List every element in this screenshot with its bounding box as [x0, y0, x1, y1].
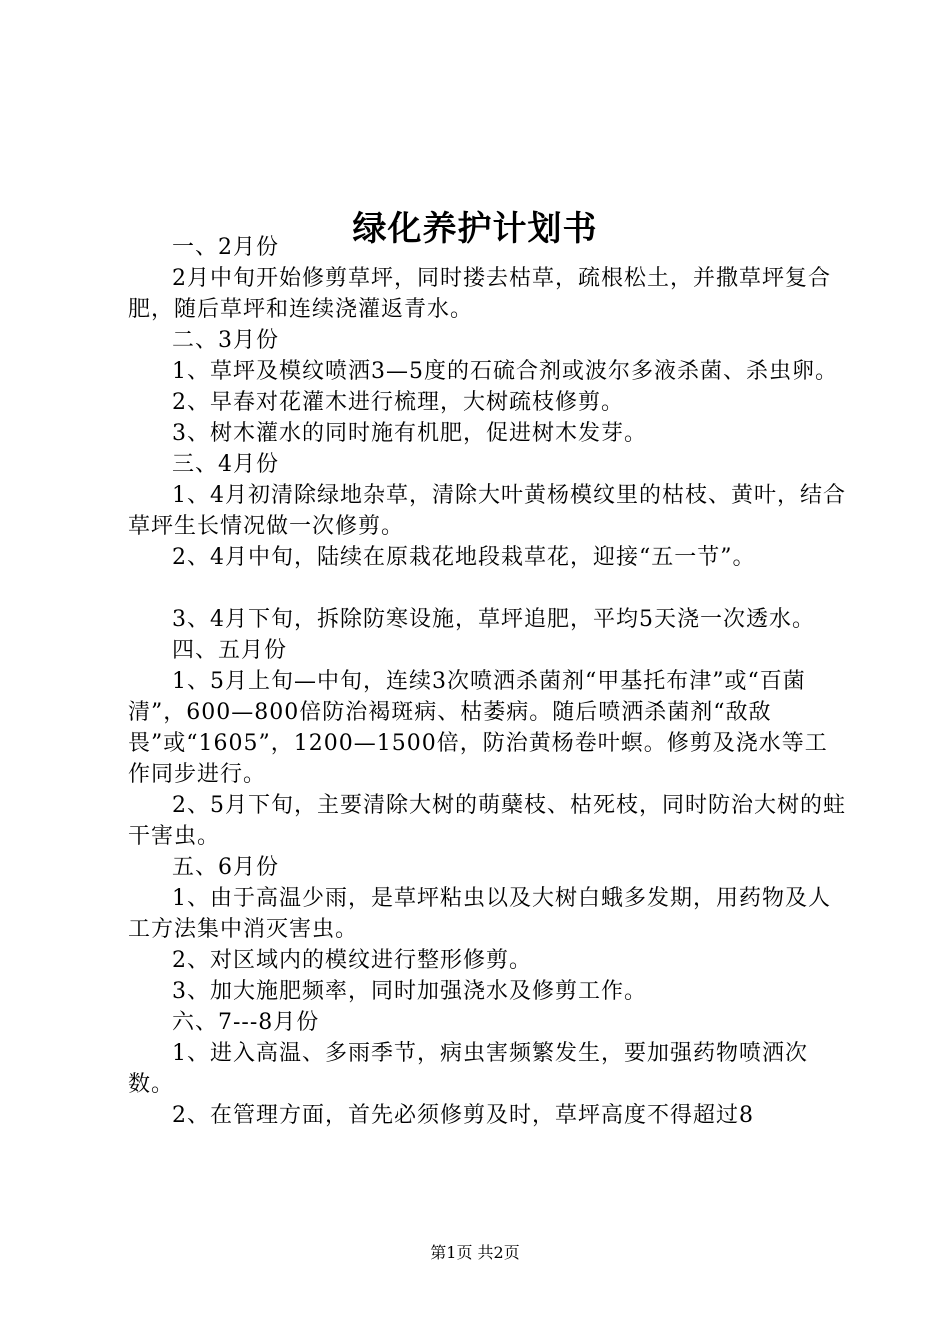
- paragraph: 六、7---8月份: [172, 1010, 320, 1035]
- document-title: 绿化养护计划书: [352, 208, 598, 249]
- page-footer: 第1页 共2页: [430, 1243, 520, 1262]
- paragraph: 3、加大施肥频率，同时加强浇水及修剪工作。: [172, 979, 647, 1004]
- blank-line: [128, 573, 848, 604]
- paragraph: 2、早春对花灌木进行梳理，大树疏枝修剪。: [172, 390, 624, 415]
- paragraph: 3、树木灌水的同时施有机肥，促进树木发芽。: [172, 421, 647, 446]
- paragraph: 1、草坪及模纹喷洒3—5度的石硫合剂或波尔多液杀菌、杀虫卵。: [172, 359, 838, 384]
- paragraph: 2、5月下旬，主要清除大树的萌蘖枝、枯死枝，同时防治大树的蛀干害虫。: [128, 793, 846, 849]
- paragraph: 1、进入高温、多雨季节，病虫害频繁发生，要加强药物喷洒次数。: [128, 1041, 808, 1097]
- paragraph: 1、由于高温少雨，是草坪粘虫以及大树白蛾多发期，用药物及人工方法集中消灭害虫。: [128, 886, 831, 942]
- paragraph: 3、4月下旬，拆除防寒设施，草坪追肥，平均5天浇一次透水。: [172, 607, 815, 632]
- paragraph: 1、5月上旬—中旬，连续3次喷洒杀菌剂“甲基托布津”或“百菌清”，600—800倍防治褐斑病、枯萎病。随后喷洒杀菌剂“敌敌畏”或“1605”，1200—1500倍，防治黄杨卷叶螟。修剪及浇水等工作同步进行。: [128, 669, 828, 787]
- paragraph: 四、五月份: [172, 638, 288, 663]
- paragraph: 2、在管理方面，首先必须修剪及时，草坪高度不得超过8: [172, 1103, 754, 1128]
- paragraph: 2、对区域内的模纹进行整形修剪。: [172, 948, 532, 973]
- document-body: [128, 232, 848, 1131]
- paragraph: 一、2月份: [172, 235, 279, 260]
- paragraph: 二、3月份: [172, 328, 279, 353]
- paragraph: 2、4月中旬，陆续在原栽花地段栽草花，迎接“五一节”。: [172, 545, 756, 570]
- paragraph: 2月中旬开始修剪草坪，同时搂去枯草，疏根松土，并撒草坪复合肥，随后草坪和连续浇灌返青水。: [128, 266, 831, 322]
- paragraph: 三、4月份: [172, 452, 279, 477]
- paragraph: 1、4月初清除绿地杂草，清除大叶黄杨模纹里的枯枝、黄叶，结合草坪生长情况做一次修剪。: [128, 483, 846, 539]
- paragraph: 五、6月份: [172, 855, 279, 880]
